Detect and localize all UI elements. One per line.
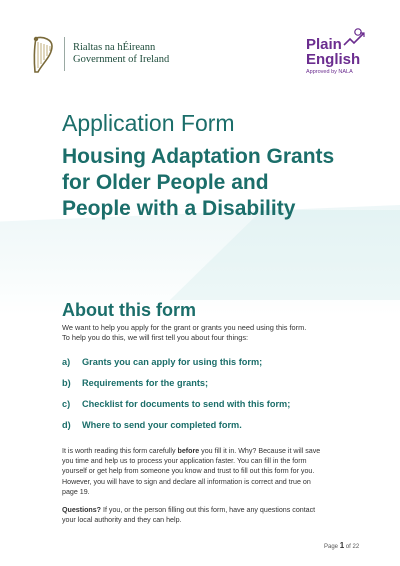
list-text: Where to send your completed form. — [82, 419, 242, 430]
questions-paragraph — [62, 505, 362, 525]
list-marker: b) — [62, 377, 71, 388]
list-item — [62, 372, 362, 393]
page-prefix: Page — [324, 544, 340, 550]
government-name — [73, 42, 169, 66]
title-line: for Older People and — [62, 171, 269, 194]
list-item — [62, 393, 362, 414]
advice-line: However, you will have to sign and declare all information is correct and true on — [62, 477, 311, 486]
list-marker: d) — [62, 419, 71, 430]
badge-approval: Approved by NALA — [306, 69, 353, 75]
document-title — [62, 144, 382, 222]
document-subtitle: Application Form — [62, 110, 235, 136]
government-name-irish: Rialtas na hÉireann — [73, 42, 156, 53]
list-item — [62, 351, 362, 372]
advice-emphasis: before — [177, 447, 200, 455]
badge-word-english: English — [306, 51, 361, 68]
advice-line: yourself or get help from someone you know and trust to fill out this form for you. — [62, 467, 315, 476]
page-current: 1 — [339, 541, 345, 550]
page-suffix: of 22 — [344, 544, 360, 550]
advice-text: you fill it in. Why? Because it will save — [199, 447, 321, 455]
list-item — [62, 414, 362, 435]
questions-text: If you, or the person filling out this form, have any questions contact — [101, 506, 316, 514]
topics-list — [62, 351, 362, 435]
list-text: Checklist for documents to send with this form; — [82, 398, 291, 409]
advice-line: page 19. — [62, 487, 90, 496]
badge-word-plain: Plain — [306, 36, 342, 53]
list-marker: a) — [62, 356, 71, 367]
advice-line — [62, 446, 362, 456]
logo-divider — [64, 37, 65, 71]
list-text: Grants you can apply for using this form; — [82, 356, 263, 367]
advice-line: you time and help us to process your application faster. You can fill in the form — [62, 457, 307, 466]
intro-line: To help you do this, we will first tell you about four things: — [62, 333, 249, 342]
questions-line — [62, 505, 362, 515]
advice-text: It is worth reading this form carefully — [62, 447, 178, 455]
title-line: Housing Adaptation Grants — [62, 145, 335, 168]
government-logo — [30, 34, 169, 74]
plain-english-badge — [306, 27, 370, 77]
government-name-english: Government of Ireland — [73, 54, 170, 65]
harp-icon — [30, 34, 56, 74]
title-line: People with a Disability — [62, 197, 296, 220]
questions-label: Questions? — [62, 506, 102, 514]
advice-paragraph — [62, 446, 362, 497]
intro-text — [62, 323, 362, 343]
plain-english-mark-icon — [340, 27, 368, 49]
list-text: Requirements for the grants; — [82, 377, 209, 388]
page-number — [324, 541, 359, 550]
intro-line: We want to help you apply for the grant or grants you need using this form. — [62, 323, 307, 332]
questions-line: your local authority and they can help. — [62, 516, 182, 525]
list-marker: c) — [62, 398, 71, 409]
section-heading: About this form — [62, 300, 196, 320]
